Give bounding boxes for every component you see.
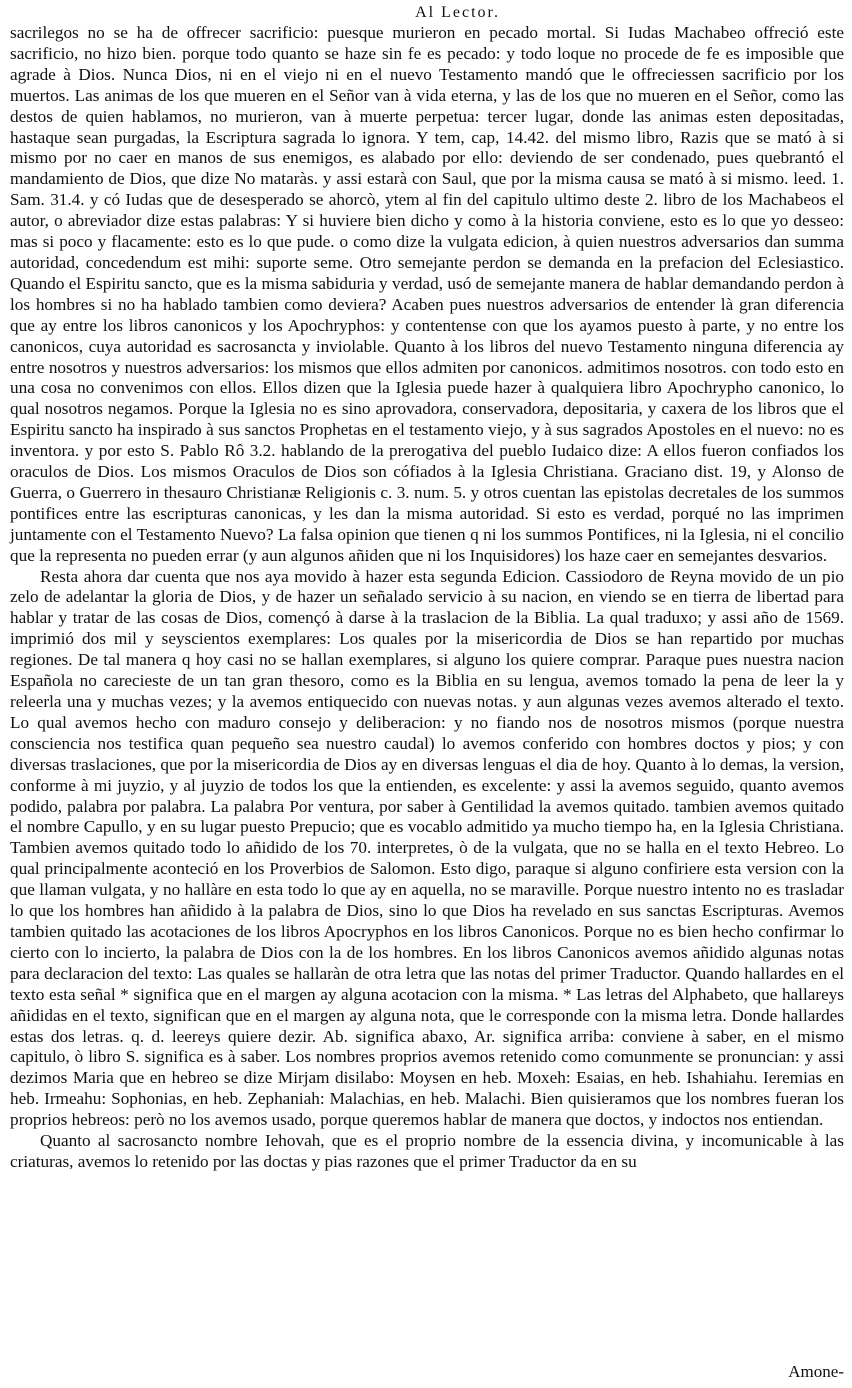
catchword: Amone- bbox=[788, 1362, 844, 1381]
paragraph-1: sacrilegos no se ha de offrecer sacrificio: puesque murieron en pecado mortal. Si Iudas Machabeo offreció este sacrificio, no hizo bien. porque todo quanto se haze sin fe es pecado: y todo loque no procede de fe es imposible que agrade à Dios. Nunca Dios, ni en el viejo ni en el nuevo Testamento mandó que le offreciessen sacrificio por los muertos. Las animas de los que mueren en el Señor van à vida eterna, y las de los que no mueren en el Señor, como las destos de quien hablamos, no murieron, van à muerte perpetua: tercer lugar, donde las animas esten depositadas, hastaque sean purgadas, la Escriptura sagrada lo ignora. Y tem, cap, 14.42. del mismo libro, Razis que se mató à si mismo por no caer en manos de sus enemigos, es alabado por ello: deviendo de ser condenado, pues quebrantó el mandamiento de Dios, que dize No mataràs. y assi estarà con Saul, que por la misma causa se mató à si mismo. leed. 1. Sam. 31.4. y có Iudas que de desesperado se ahorcò, ytem al fin del capitulo ultimo deste 2. libro de los Machabeos el autor, o abreviador dize estas palabras: Y si huviere bien dicho y como à la historia conviene, esto es lo que yo desseo: mas si poco y flacamente: esto es lo que pude. o como dize la vulgata edicion, à quien nuestros adversarios dan summa autoridad, concedendum est mihi: suporte seme. Otro semejante perdon se demanda en la prefacion del Eclesiastico. Quando el Espiritu sancto, que es la misma sabiduria y verdad, usó de semejante manera de hablar demandando perdon à los hombres si no ha hablado tambien como deviera? Acaben pues nuestros adversarios de entender là gran diferencia que ay entre los libros canonicos y los Apochryphos: y contentense con que los ayamos puesto à parte, y no entre los canonicos, cuya autoridad es sacrosancta y inviolable. Quanto à los libros del nuevo Testamento ninguna diferencia ay entre nosotros y nuestros adversarios: los mismos que ellos admiten por canonicos. admitimos nosotros. con todo esto en una cosa no convenimos con ellos. Ellos dizen que la Iglesia puede hazer à qualquiera libro Apochrypho canonico, lo qual nosotros negamos. Porque la Iglesia no es sino aprovadora, conservadora, depositaria, y caxera de los libros que el Espiritu sancto ha inspirado à sus sanctos Prophetas en el testamento viejo, y à sus sagrados Apostoles en el nuevo: no es inventora. y por esto S. Pablo Rô 3.2. hablando de la prerogativa del pueblo Iudaico dize: A ellos fueron confiados los oraculos de Dios. Los mismos Oraculos de Dios son cófiados à la Iglesia Christiana. Graciano dist. 19, y Alonso de Guerra, o Guerrero in thesauro Christianæ Religionis c. 3. num. 5. y otros cuentan las epistolas decretales de los summos pontifices entre las escripturas canonicas, y les dan la misma autoridad. Si esto es verdad, porqué no las imprimen juntamente con el Testamento Nuevo? La falsa opinion que tienen q ni los summos Pontifices, ni la Iglesia, ni el concilio que la representa no pueden errar (y aun algunos añiden que ni los Inquisidores) los haze caer en semejantes desvarios. bbox=[10, 23, 844, 565]
paragraph-2: Resta ahora dar cuenta que nos aya movido à hazer esta segunda Edicion. Cassiodoro de Reyna movido de un pio zelo de adelantar la gloria de Dios, y de hazer un señalado servicio à su nacion, en viendo se en tierra de libertad para hablar y tratar de las cosas de Dios, començó à darse à la traslacion de la Biblia. La qual traduxo; y assi año de 1569. imprimió dos mil y seyscientos exemplares: Los quales por la misericordia de Dios se han repartido por muchas regiones. De tal manera q hoy casi no se hallan exemplares, si alguno los quiere comprar. Paraque pues nuestra nacion Española no carecieste de un tan gran thesoro, como es la Biblia en su lengua, avemos tomado la pena de leer la y releerla una y muchas vezes; y la avemos entiquecido con nuevas notas. y aun algunas vezes avemos alterado el texto. Lo qual avemos hecho con maduro consejo y deliberacion: y no fiando nos de nosotros mismos (porque nuestra consciencia nos testifica quan pequeño sea nuestro caudal) lo avemos conferido con hombres doctos y pios; y con diversas traslaciones, que por la misericordia de Dios ay en diversas lenguas el dia de hoy. Quanto à lo demas, la version, conforme à mi juyzio, y al juyzio de todos los que la entienden, es excelente: y assi la avemos seguido, quanto avemos podido, palabra por palabra. La palabra Por ventura, por saber à Gentilidad la avemos quitado. tambien avemos quitado el nombre Capullo, y en su lugar puesto Prepucio; que es vocablo admitido ya mucho tiempo ha, en la Iglesia Christiana. Tambien avemos quitado todo lo añidido de los 70. interpretes, ò de la vulgata, que no se halla en el texto Hebreo. Lo qual principalmente aconteció en los Proverbios de Salomon. Esto digo, paraque si alguno confiriere esta version con la que llaman vulgata, y no hallàre en esta todo lo que ay en aquella, no se maraville. Porque nuestro intento no es trasladar lo que los hombres han añidido à la palabra de Dios, sino lo que Dios ha revelado en sus sanctas Escripturas. Avemos tambien quitado las acotaciones de los libros Apocryphos en los libros Canonicos. Porque no es bien hecho confirmar lo cierto con lo incierto, la palabra de Dios con la de los hombres. En los libros Canonicos avemos añidido algunas notas para declaracion del texto: Las quales se hallaràn de otra letra que las notas del primer Traductor. Quando hallardes en el texto esta señal * significa que en el margen ay alguna acotacion con la misma. * Las letras del Alphabeto, que hallareys añididas en el texto, significan que en el margen ay alguna nota, que le corresponde con la misma letra. Donde hallardes estas dos letras. q. d. leereys quiere dezir. Ab. significa abaxo, Ar. significa arriba: conviene à saber, en el mismo capitulo, ò libro S. significa es à saber. Los nombres proprios avemos retenido como comunmente se pronuncian: y assi dezimos Maria que en hebreo se dize Mirjam disilabo: Moysen en heb. Moxeh: Esaias, en heb. Ishahiahu. Ieremias en heb. Irmeahu: Sophonias, en heb. Zephaniah: Malachias, en heb. Malachi. Bien quisieramos que los nombres fueran los proprios hebreos: però no los avemos usado, porque queremos hablar de manera que doctos, y indoctos nos entiendan. bbox=[10, 566, 844, 1130]
paragraph-3: Quanto al sacrosancto nombre Iehovah, que es el proprio nombre de la essencia divina, y incomunicable à las criaturas, avemos lo retenido por las doctas y pias razones que el primer Traductor da en su bbox=[10, 1131, 844, 1171]
running-head: Al Lector. bbox=[415, 4, 500, 21]
